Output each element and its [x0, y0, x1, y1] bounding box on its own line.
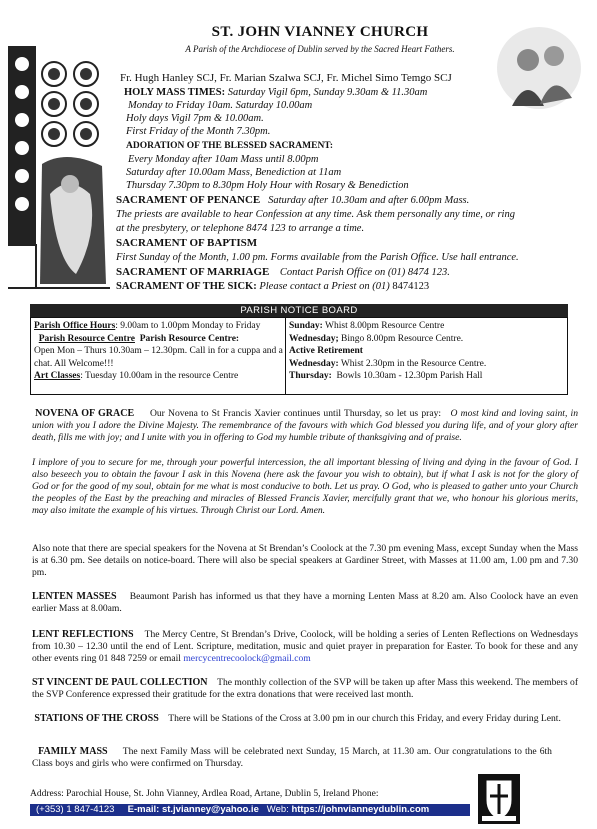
mass-times-line1: Saturday Vigil 6pm, Sunday 9.30am & 11.30am [227, 87, 428, 98]
parish-crest-icon [478, 774, 520, 824]
sick-row [116, 280, 429, 293]
mass-times-heading: HOLY MASS TIMES: [124, 87, 226, 98]
svp-text: The monthly collection of the SVP will be taken up after Mass this weekend. The members of the SVP Conference expressed their gratitude for the extra donations that were received last month. [32, 677, 579, 700]
notice-board-right [289, 320, 565, 383]
sick-phone: 8474123 [392, 281, 430, 292]
footer-web-label: Web: [266, 804, 289, 815]
speakers-notice: Also note that there are special speakers for the Novena at St Brendan’s Coolock at the 7.30 pm evening Mass, except Sunday when the Mass is at 6.30 pm. See details on notice-board. There will also be special speakers at Gardiner Street, with Masses at 11.00 am, 1.00 pm and 7.30 pm. [32, 543, 578, 578]
penance-heading: SACRAMENT OF PENANCE [116, 194, 261, 206]
sunday-label: Sunday: [289, 321, 323, 331]
lenten-masses-section [32, 591, 578, 615]
novena-heading: NOVENA OF GRACE [35, 408, 135, 419]
lent-reflections-heading: LENT REFLECTIONS [32, 629, 134, 640]
lent-reflections-text: The Mercy Centre, St Brendan’s Drive, Coolock, will be holding a series of Lenten Reflections on Wednesdays from 10.30 – 12.30 until the end of Lent. Scripture, meditation, music and quiet prayer in preparation for Easter. To book for these and any other events ring 01 848 7259 or email [32, 629, 578, 664]
footer-email[interactable]: E-mail: st.jvianney@yahoo.ie [127, 804, 259, 815]
lent-reflections-section [32, 629, 578, 665]
svp-section [32, 677, 578, 701]
resource-centre-text: Open Mon – Thurs 10.30am – 12.30pm. Call in for a cuppa and a chat. All Welcome!!! [34, 346, 283, 369]
notice-board-left [34, 320, 284, 383]
art-classes-label: Art Classes [34, 371, 81, 381]
thursday-text: Bowls 10.30am - 12.30pm Parish Hall [336, 371, 483, 381]
sunday-text: Whist 8.00pm Resource Centre [325, 321, 445, 331]
novena-section [32, 408, 578, 444]
marriage-line1: Contact Parish Office on (01) 8474 123. [279, 267, 450, 278]
thursday-label: Thursday: [289, 371, 332, 381]
penance-row [116, 194, 469, 207]
office-hours-text: : 9.00am to 1.00pm Monday to Friday [115, 321, 261, 331]
religious-illustration [6, 44, 114, 290]
wednesday2-text: Whist 2.30pm in the Resource Centre. [340, 358, 487, 369]
mass-times-line2: Monday to Friday 10am. Saturday 10.00am [128, 100, 313, 111]
marriage-heading: SACRAMENT OF MARRIAGE [116, 266, 270, 278]
lenten-masses-heading: LENTEN MASSES [32, 591, 117, 602]
novena-prayer2: I implore of you to secure for me, through your powerful intercession, the all important blessing of living and dying in the favour of God. I also beseech you to obtain the favour I ask in this Novena (here ask the favour you wish to obtain), but if what I ask is not for the glory of God or for the good of my soul, obtain for me what is most conducive to both. Let us pray. O God, who is pleased to gather unto your Church the peoples of the East by the preaching and miracles of Blessed Francis Xavier, mercifully grant that we, who honour his glorious merits, may also imitate the example of his virtues. Through Christ our Lord. Amen. [32, 457, 578, 516]
svp-heading: ST VINCENT DE PAUL COLLECTION [32, 677, 208, 688]
penance-line1: Saturday after 10.30am and after 6.00pm Mass. [268, 195, 470, 206]
adoration-line1: Every Monday after 10am Mass until 8.00pm [128, 154, 319, 165]
mercy-centre-email-link[interactable]: mercycentrecoolock@gmail.com [183, 653, 311, 664]
wednesday-label: Wednesday; [289, 333, 339, 344]
penance-line2: The priests are available to hear Confession at any time. Ask them personally any time, or ring [116, 209, 515, 220]
baptism-heading: SACRAMENT OF BAPTISM [116, 237, 258, 249]
adoration-heading: ADORATION OF THE BLESSED SACRAMENT: [126, 141, 334, 151]
board-divider [285, 318, 286, 394]
footer-address: Address: Parochial House, St. John Vianney, Ardlea Road, Artane, Dublin 5, Ireland Phone: [30, 789, 379, 799]
sick-heading: SACRAMENT OF THE SICK: [116, 281, 257, 292]
footer-website-link[interactable]: https://johnvianneydublin.com [291, 804, 430, 815]
sick-line1: Please contact a Priest on (01) [259, 281, 390, 292]
novena-intro: Our Novena to St Francis Xavier continues until Thursday, so let us pray: [149, 408, 442, 419]
family-mass-section [32, 746, 552, 770]
mass-times-line4: First Friday of the Month 7.30pm. [126, 126, 271, 137]
church-subtitle: A Parish of the Archdiocese of Dublin served by the Sacred Heart Fathers. [185, 44, 455, 54]
stations-section [32, 713, 578, 725]
resource-centre-label: Parish Resource Centre [38, 333, 135, 344]
mass-times-line3: Holy days Vigil 7pm & 10.00am. [126, 113, 264, 124]
notice-board-heading: PARISH NOTICE BOARD [30, 304, 568, 317]
active-retirement-label: Active Retirement [289, 346, 363, 356]
church-title: ST. JOHN VIANNEY CHURCH [211, 24, 429, 40]
adoration-line2: Saturday after 10.00am Mass, Benediction at 11am [126, 167, 342, 178]
stations-text: There will be Stations of the Cross at 3.00 pm in our church this Friday, and every Friday during Lent. [168, 713, 561, 724]
wednesday-text: Bingo 8.00pm Resource Centre. [341, 333, 464, 344]
penance-line3: at the presbytery, or telephone 8474 123 to arrange a time. [116, 223, 365, 234]
marriage-row [116, 266, 450, 279]
mass-times-row [124, 86, 427, 99]
baptism-line1: First Sunday of the Month, 1.00 pm. Forms available from the Parish Office. Use hall entrance. [116, 252, 519, 263]
art-classes-text: : Tuesday 10.00am in the resource Centre [80, 371, 239, 381]
footer-contact-bar [30, 804, 470, 816]
lenten-masses-text: Beaumont Parish has informed us that they have a morning Lenten Mass at 8.20 am. Also Coolock have an even earlier Mass at 8.00am. [32, 591, 579, 614]
priests-line: Fr. Hugh Hanley SCJ, Fr. Marian Szalwa SCJ, Fr. Michel Simo Temgo SCJ [120, 72, 452, 84]
footer-phone: (+353) 1 847-4123 [36, 804, 115, 815]
novena-prayer1: O most kind and loving saint, in union with you I adore the Divine Majesty. The remembrance of the favours with which God blessed you during life, and of your glory after death, fills me with joy; and I unite with you in offering to God my humble tribute of thanksgiving and of praise. [32, 408, 578, 443]
office-hours-label: Parish Office Hours [34, 321, 116, 331]
resource-centre-label2: Parish Resource Centre: [139, 333, 240, 344]
wednesday2-label: Wednesday: [289, 358, 339, 369]
stations-heading: STATIONS OF THE CROSS [34, 713, 159, 724]
notice-board [30, 317, 568, 395]
adoration-line3: Thursday 7.30pm to 8.30pm Holy Hour with Rosary & Benediction [126, 180, 409, 191]
family-mass-heading: FAMILY MASS [38, 746, 108, 757]
family-mass-text: The next Family Mass will be celebrated next Sunday, 15 March, at 11.30 am. Our congratulations to the 6th Class boys and girls who were confirmed on Thursday. [32, 746, 552, 769]
